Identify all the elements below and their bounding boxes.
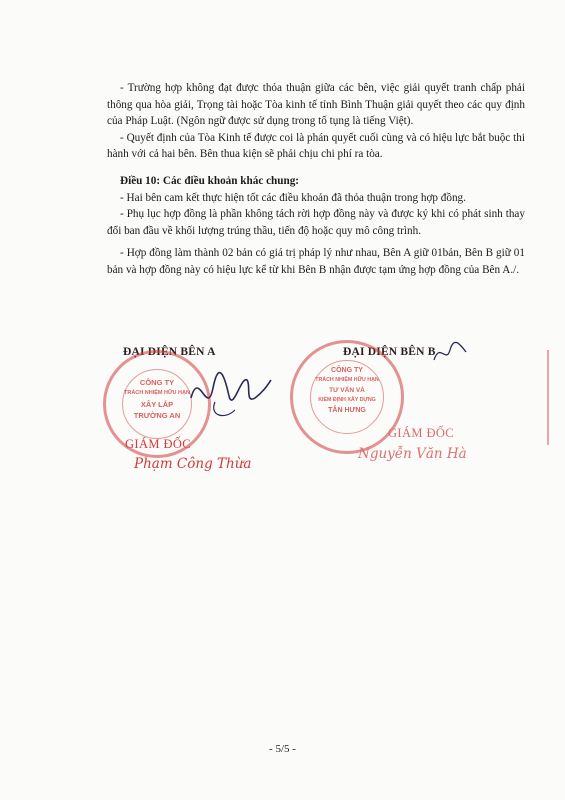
party-b-name: Nguyễn Văn Hà [358,446,467,462]
article-10-heading: Điều 10: Các điều khoản khác chung: [120,174,300,187]
party-a-seal-line: CÔNG TY [139,378,175,387]
party-a-title: ĐẠI DIỆN BÊN A [123,346,216,358]
contract-body [107,80,525,279]
party-b-seal-line: TÂN HƯNG [328,407,366,414]
party-b-seal-line: TƯ VẤN VÀ [329,387,365,394]
paragraph-court-decision: - Quyết định của Tòa Kinh tế được coi là phán quyết cuối cùng và có hiệu lực bắt buộc thi hành với cả hai bên. Bên thua kiện sẽ phải chịu chi phí ra tòa. [107,131,525,161]
paragraph-commitment: - Hai bên cam kết thực hiện tốt các điều khoản đã thỏa thuận trong hợp đồng. [120,191,466,204]
party-b-seal-line: KIỂM ĐỊNH XÂY DỰNG [318,397,376,403]
party-a-seal-line: XÂY LẮP [140,400,174,409]
paragraph-dispute-resolution: - Trường hợp không đạt được thỏa thuận giữa các bên, việc giải quyết tranh chấp phải thông qua hòa giải, Trọng tài hoặc Tòa kinh tế tỉnh Bình Thuận giải quyết theo các quy định của Pháp Luật. (Ngôn ngữ được sử dụng trong tố tụng là tiếng Việt). [107,82,525,128]
page-number: - 5/5 - [269,743,296,755]
party-b-seal-line: CÔNG TY [331,367,363,374]
party-b-title: ĐẠI DIỆN BÊN B [343,346,436,358]
party-a-seal-line: TRƯỜNG AN [133,411,181,420]
party-b-position: GIÁM ĐỐC [388,426,455,440]
paragraph-copies: - Hợp đồng làm thành 02 bản có giá trị pháp lý như nhau, Bên A giữ 01bản, Bên B giữ 01 bản và hợp đồng này có hiệu lực kể từ khi Bên B nhận được tạm ứng hợp đồng của Bên A./. [107,247,525,276]
edge-stamp-mark [547,350,565,445]
party-a-position: GIÁM ĐỐC [125,437,192,451]
party-a-name: Phạm Công Thừa [134,456,252,472]
party-b-seal [290,340,404,454]
party-b-seal-line: TRÁCH NHIỆM HỮU HẠN [315,377,379,383]
paragraph-appendix: - Phụ lục hợp đồng là phần không tách rời hợp đồng này và được ký khi có phát sinh thay đổi ban đầu về khối lượng trúng thầu, tiến độ hoặc quy mô công trình. [107,208,525,237]
party-a-seal-line: TRÁCH NHIỆM HỮU HẠN [124,390,190,396]
party-a-signature [185,358,275,428]
party-b-signature [430,338,470,368]
